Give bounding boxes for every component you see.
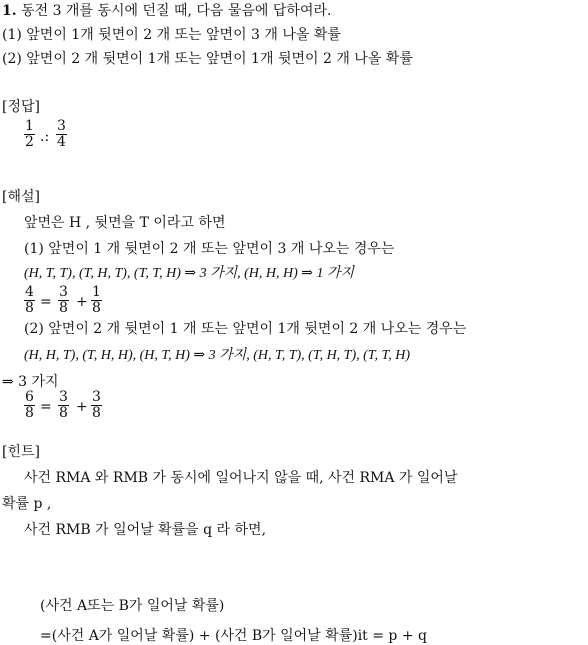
hint-formula-2: =(사건 A가 일어날 확률) + (사건 B가 일어날 확률)it = p + q (40, 628, 427, 644)
fraction-denominator: 8 (92, 300, 101, 316)
answer-heading: [정답] (2, 99, 40, 115)
problem-item-2: (2) 앞면이 2 개 뒷면이 1개 또는 앞면이 1개 뒷면이 2 개 나올 확률 (2, 51, 413, 67)
hint-line-2: 확률 p , (2, 496, 52, 512)
problem-number: 1. (2, 3, 17, 19)
fraction-denominator: 8 (25, 405, 34, 421)
fraction-numerator: 3 (59, 284, 68, 300)
part2-tail: ⇒ 3 가지 (2, 374, 59, 390)
fraction-numerator: 1 (25, 118, 34, 134)
hint-line-1: 사건 RMA 와 RMB 가 동시에 일어나지 않을 때, 사건 RMA 가 일어날 (24, 470, 458, 486)
fraction-numerator: 6 (25, 389, 34, 405)
hint-formula-1: (사건 A또는 B가 일어날 확률) (40, 598, 225, 614)
explanation-heading: [해설] (2, 189, 40, 205)
fraction-denominator: 8 (25, 300, 34, 316)
part2-cases: (H, H, T), (T, H, H), (H, T, H) ⇒ 3 가지, (H, T, T), (T, H, T), (T, T, H) (24, 348, 411, 363)
part2-fraction-a (58, 390, 69, 421)
part1-fraction-a (58, 285, 69, 316)
problem-statement: 동전 3 개를 동시에 던질 때, 다음 물음에 답하여라. (21, 3, 332, 19)
hint-line-3: 사건 RMB 가 일어날 확률을 q 라 하면, (24, 522, 267, 538)
explanation-intro: 앞면은 H , 뒷면을 T 이라고 하면 (24, 215, 226, 231)
fraction-numerator: 1 (92, 284, 101, 300)
part1-cases: (H, T, T), (T, H, T), (T, T, H) ⇒ 3 가지, (H, H, H) ⇒ 1 가지 (24, 266, 355, 281)
problem-item-1: (1) 앞면이 1개 뒷면이 2 개 또는 앞면이 3 개 나올 확률 (2, 27, 341, 43)
fraction-denominator: 8 (59, 300, 68, 316)
part2-fraction-b (91, 390, 102, 421)
part2-title: (2) 앞면이 2 개 뒷면이 1 개 또는 앞면이 1개 뒷면이 2 개 나오는 경우는 (24, 321, 467, 337)
part1-fraction-b (91, 285, 102, 316)
hint-heading: [힌트] (2, 444, 40, 460)
fraction-numerator: 3 (57, 118, 66, 134)
equals-sign: = (40, 294, 52, 310)
problem-header (2, 2, 331, 20)
fraction-numerator: 3 (59, 389, 68, 405)
answer-fraction-1 (24, 119, 35, 150)
answer-separator: .: (40, 129, 50, 145)
fraction-denominator: 2 (25, 134, 34, 150)
plus-sign: + (76, 399, 88, 415)
answer-fraction-2 (56, 119, 67, 150)
fraction-denominator: 4 (57, 134, 66, 150)
plus-sign: + (76, 294, 88, 310)
equals-sign: = (40, 399, 52, 415)
part2-lhs-fraction (24, 390, 35, 421)
fraction-denominator: 8 (59, 405, 68, 421)
fraction-numerator: 4 (25, 284, 34, 300)
fraction-numerator: 3 (92, 389, 101, 405)
part1-lhs-fraction (24, 285, 35, 316)
part1-title: (1) 앞면이 1 개 뒷면이 2 개 또는 앞면이 3 개 나오는 경우는 (24, 241, 395, 257)
fraction-denominator: 8 (92, 405, 101, 421)
